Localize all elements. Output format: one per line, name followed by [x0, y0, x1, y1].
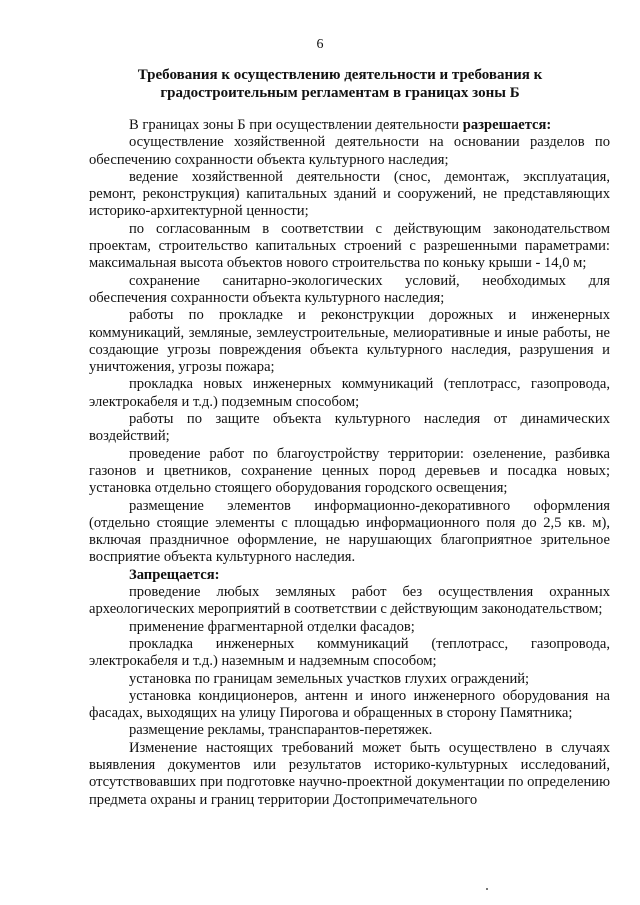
allowed-item: сохранение санитарно-экологических условий, необходимых для обеспечения сохранности объекта культурного наследия;: [89, 272, 610, 306]
prohibited-item: проведение любых земляных работ без осуществления охранных археологических мероприятий в соответствии с действующим законодательством;: [89, 584, 610, 618]
allowed-item: размещение элементов информационно-декоративного оформления (отдельно стоящие элементы с площадью информационного поля до 2,5 кв. м), включая праздничное оформление, не нарушающих благоприятное зрительное восприятие объекта культурного наследия.: [89, 497, 610, 566]
document-title-line-2: градостроительным регламентам в границах зоны Б: [160, 85, 520, 101]
allowed-item: осуществление хозяйственной деятельности на основании разделов по обеспечению сохранности объекта культурного наследия;: [89, 134, 610, 168]
allowed-intro-text: В границах зоны Б при осуществлении деятельности: [129, 117, 463, 133]
prohibited-item: прокладка инженерных коммуникаций (теплотрасс, газопровода, электрокабеля и т.д.) наземным и надземным способом;: [89, 635, 610, 670]
allowed-item: по согласованным в соответствии с действующим законодательством проектам, строительство капитальных строений с разрешенными параметрами: максимальная высота объектов нового строительства по коньку крыши - 14,0 м;: [89, 220, 610, 272]
prohibited-item: размещение рекламы, транспарантов-перетяжек.: [129, 722, 433, 739]
allowed-intro: [89, 117, 610, 134]
page-number: 6: [316, 37, 324, 52]
allowed-item: проведение работ по благоустройству территории: озеленение, разбивка газонов и цветников, сохранение ценных пород деревьев и посадка новых; установка отдельно стоящего оборудования городского освещения;: [89, 445, 610, 497]
allowed-item: ведение хозяйственной деятельности (снос, демонтаж, эксплуатация, ремонт, реконструкция) капитальных зданий и сооружений, не представляющих историко-архитектурной ценности;: [89, 168, 610, 220]
prohibited-heading: Запрещается:: [129, 566, 220, 583]
prohibited-item: установка по границам земельных участков глухих ограждений;: [129, 670, 530, 687]
document-title-line-1: Требования к осуществлению деятельности и требования к: [137, 67, 543, 83]
allowed-item: работы по прокладке и реконструкции дорожных и инженерных коммуникаций, земляные, землеустроительные, мелиоративные и иные работы, не создающие угрозы повреждения объекта культурного наследия, разрушения и уничтожения, угрозы пожара;: [89, 307, 610, 376]
scan-speck: [486, 888, 488, 890]
allowed-heading: разрешается:: [462, 117, 552, 133]
prohibited-item: установка кондиционеров, антенн и иного инженерного оборудования на фасадах, выходящих на улицу Пирогова и обращенных в сторону Памятника;: [89, 687, 610, 722]
document-body: [89, 117, 610, 809]
closing-paragraph: Изменение настоящих требований может быть осуществлено в случаях выявления документов или результатов историко-культурных исследований, отсутствовавших при подготовке научно-проектной документации по определению предмета охраны и границ территории Достопримечательного: [89, 739, 610, 808]
allowed-item: работы по защите объекта культурного наследия от динамических воздействий;: [89, 411, 610, 445]
document-title: [120, 66, 560, 102]
prohibited-item: применение фрагментарной отделки фасадов;: [129, 618, 415, 635]
allowed-item: прокладка новых инженерных коммуникаций (теплотрасс, газопровода, электрокабеля и т.д.) подземным способом;: [89, 376, 610, 410]
